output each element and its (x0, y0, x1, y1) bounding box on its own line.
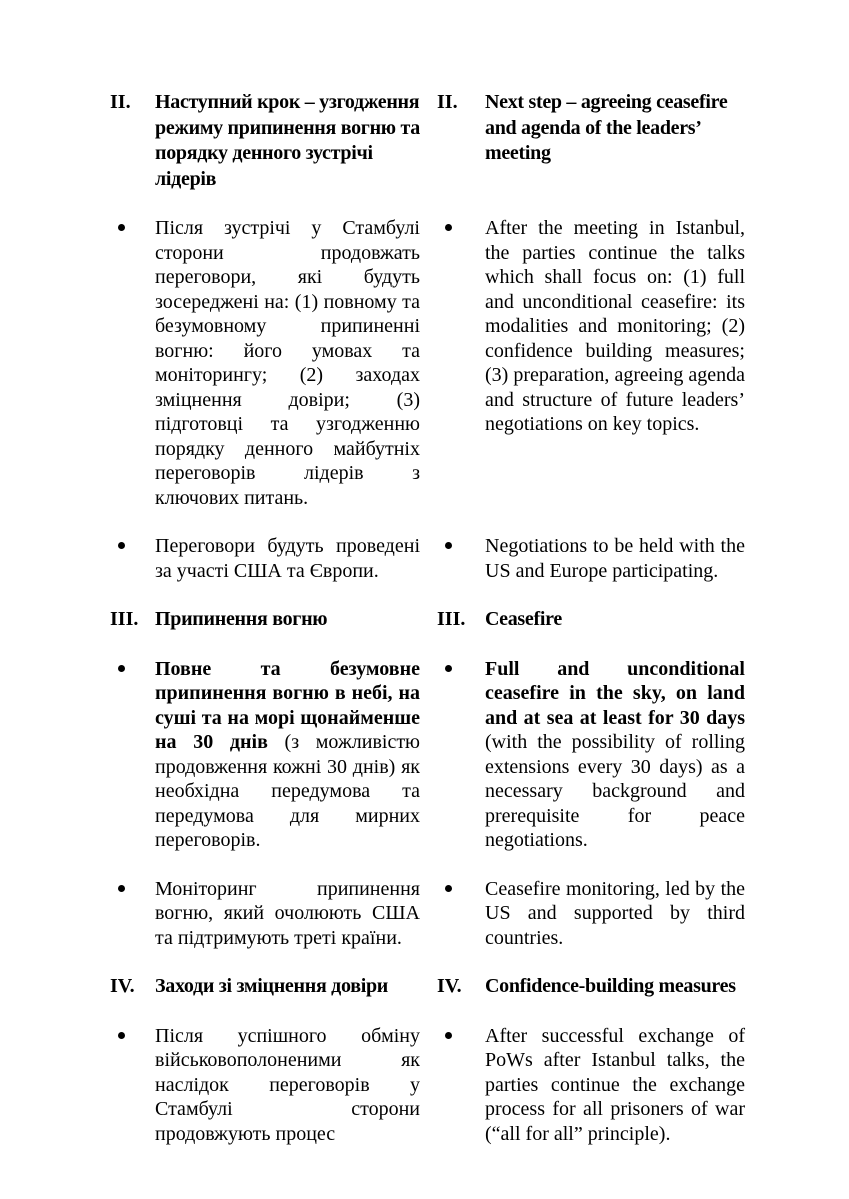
section-ii-numeral-en: II. (437, 91, 458, 113)
section-iv-heading-text-ua: Заходи зі зміцнення довіри (155, 975, 389, 997)
bullet-icon (445, 885, 452, 892)
bullet-text-en: Ceasefire monitoring, led by the US and supported by third countries. (485, 877, 745, 949)
bullet-text-en (485, 657, 745, 853)
bullet-icon (445, 542, 452, 549)
section-iv-heading-text-en: Confidence-building measures (485, 975, 736, 997)
section-iv-numeral-ua: IV. (110, 975, 135, 997)
bullet-text-ua: Після зустрічі у Стамбулі сторони продовжать переговори, які будуть зосереджені на: (1) повному та безумовному припиненні вогню: його умовах та моніторингу; (2) заходах зміцнення довіри; (3) підготовці та узгодженню порядку денного майбутніх переговорів лідерів з ключових питань. (155, 217, 420, 509)
section-ii-heading-row (110, 90, 745, 192)
bullet-bold-text-en: Full and unconditional ceasefire in the sky, on land and at sea at least for 30 days (485, 657, 745, 729)
section-iii-heading-ua (110, 607, 420, 633)
bullet-text-ua: Переговори будуть проведені за участі США та Європи. (155, 535, 420, 582)
bullet-rest-text-en: (with the possibility of rolling extensions every 30 days) as a necessary background and prerequisite for peace negotiations. (485, 731, 745, 851)
bullet-ceasefire-terms-en (437, 657, 745, 853)
bullet-rest-text-ua: (з можливістю продовження кожні 30 днів) як необхідна передумова та передумова для мирних переговорів. (155, 731, 420, 851)
bullet-icon (445, 224, 452, 231)
bullet-row-pow-exchange (110, 1024, 745, 1147)
bullet-text-ua: Моніторинг припинення вогню, який очолюють США та підтримують треті країни. (155, 877, 420, 949)
section-ii-heading-text-en: Next step – agreeing ceasefire and agenda of the leaders’ meeting (485, 91, 728, 164)
bullet-istanbul-talks-ua (110, 216, 420, 510)
section-iii-heading-text-ua: Припинення вогню (155, 608, 328, 630)
section-iv-heading-en (437, 974, 745, 1000)
bullet-icon (445, 1032, 452, 1039)
bullet-text-ua (155, 657, 420, 853)
bullet-icon (118, 665, 125, 672)
section-iii-heading-en (437, 607, 745, 633)
section-iv-numeral-en: IV. (437, 975, 462, 997)
section-ii-heading-text-ua: Наступний крок – узгодження режиму припинення вогню та порядку денного зустрічі лідерів (155, 91, 420, 190)
section-iv-heading-ua (110, 974, 420, 1000)
bullet-icon (445, 665, 452, 672)
bullet-ceasefire-terms-ua (110, 657, 420, 853)
bullet-icon (118, 1032, 125, 1039)
bullet-pow-exchange-ua (110, 1024, 420, 1147)
bullet-row-istanbul-talks (110, 216, 745, 510)
bullet-istanbul-talks-en (437, 216, 745, 510)
section-ii-numeral-ua: II. (110, 91, 131, 113)
bullet-icon (118, 542, 125, 549)
section-ii-heading-en (437, 90, 745, 192)
bullet-ceasefire-monitoring-en (437, 877, 745, 951)
section-ii-heading-ua (110, 90, 420, 192)
section-iii-numeral-en: III. (437, 608, 466, 630)
bullet-us-europe-en (437, 534, 745, 583)
bullet-icon (118, 885, 125, 892)
bullet-bold-text-ua: Повне та безумовне припинення вогню в небі, на суші та на морі щонайменше на 30 днів (155, 657, 420, 753)
bullet-text-en: After the meeting in Istanbul, the parties continue the talks which shall focus on: (1) full and unconditional ceasefire: its modalities and monitoring; (2) confidence building measures; (3) preparation, agreeing agenda and structure of future leaders’ negotiations on key topics. (485, 217, 745, 435)
section-iii-heading-row (110, 607, 745, 633)
section-iii-numeral-ua: III. (110, 608, 139, 630)
section-iii-heading-text-en: Ceasefire (485, 608, 562, 630)
bullet-us-europe-ua (110, 534, 420, 583)
section-iv-heading-row (110, 974, 745, 1000)
bullet-row-ceasefire-monitoring (110, 877, 745, 951)
bullet-text-ua: Після успішного обміну військовополоненими як наслідок переговорів у Стамбулі сторони продовжують процес (155, 1024, 420, 1145)
bullet-row-ceasefire-terms (110, 657, 745, 853)
bullet-row-us-europe (110, 534, 745, 583)
bullet-text-en: After successful exchange of PoWs after Istanbul talks, the parties continue the exchange process for all prisoners of war (“all for all” principle). (485, 1024, 745, 1145)
bullet-text-en: Negotiations to be held with the US and Europe participating. (485, 535, 745, 582)
bullet-ceasefire-monitoring-ua (110, 877, 420, 951)
bullet-pow-exchange-en (437, 1024, 745, 1147)
bullet-icon (118, 224, 125, 231)
